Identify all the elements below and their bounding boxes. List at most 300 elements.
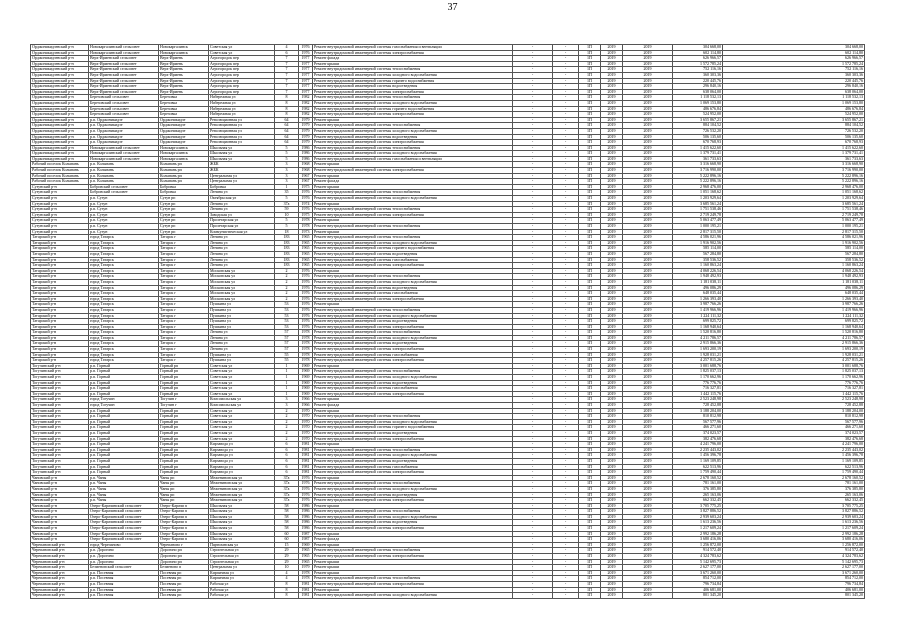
table-cell: Ремонт внутридомовой инженерной системы теплоснабжения — [313, 330, 513, 336]
table-cell: 1 224 111,32 — [723, 313, 865, 319]
table-cell: Чаны рп — [159, 486, 209, 492]
table-cell: 2019 — [601, 263, 623, 269]
table-cell: Ремонт внутридомовой инженерной системы холодного водоснабжения — [313, 514, 513, 520]
table-cell: 7 — [275, 67, 299, 73]
table-cell: Советская ул — [209, 414, 275, 420]
table-cell: Тогучинский р-н — [31, 380, 89, 386]
table-cell: Новокаргалинск — [159, 156, 209, 162]
table-cell: Татарский р-н — [31, 319, 89, 325]
table-cell: 1976 — [299, 307, 313, 313]
table-cell: Верх-Ирменский сельсовет — [89, 61, 159, 67]
table-cell: 1970 — [299, 408, 313, 414]
table-cell: - — [553, 537, 579, 543]
table-cell: 5 222 896,16 — [673, 179, 723, 185]
table-cell: 1 217 609,24 — [723, 526, 865, 532]
table-cell: 18 — [275, 229, 299, 235]
table-cell: Ремонт внутридомовой инженерной системы горячего водоснабжения — [313, 246, 513, 252]
table-cell: город Тогучин — [89, 397, 159, 403]
table-cell: р.п. Дорогино — [89, 554, 159, 560]
table-cell: 2019 — [623, 184, 673, 190]
table-cell: 1976 — [299, 196, 313, 202]
table-cell: 1П — [579, 554, 601, 560]
table-cell: 2019 — [623, 520, 673, 526]
table-cell: 854 712,00 — [723, 576, 865, 582]
table-cell: Московская ул — [209, 285, 275, 291]
table-cell: 3 705 775,25 — [723, 503, 865, 509]
table-cell: Озеро-Карачи п — [159, 514, 209, 520]
table-cell: 567 577,96 — [723, 419, 865, 425]
table-cell: Советская ул — [209, 419, 275, 425]
table-cell: Черепаново г — [159, 542, 209, 548]
table-cell: 1981 — [299, 470, 313, 476]
table-cell: Советская ул — [209, 386, 275, 392]
table-cell: - — [553, 162, 579, 168]
table-cell: 4 241 796,00 — [723, 442, 865, 448]
table-cell: - — [553, 168, 579, 174]
table-cell: 2019 — [601, 307, 623, 313]
table-cell: 2 523 248,98 — [723, 397, 865, 403]
table-cell: Дорогино рп — [159, 548, 209, 554]
table-cell: р.п. Сузун — [89, 212, 159, 218]
table-cell: Татарский р-н — [31, 335, 89, 341]
table-cell: - — [553, 520, 579, 526]
table-cell: Дорогино рп — [159, 554, 209, 560]
table-cell: 2019 — [601, 212, 623, 218]
table-cell: 1969 — [299, 386, 313, 392]
table-cell: Тогучинский р-н — [31, 470, 89, 476]
table-cell: 6 — [275, 470, 299, 476]
table-cell: 2019 — [601, 492, 623, 498]
table-cell: 585 114,00 — [673, 246, 723, 252]
table-cell: 1П — [579, 576, 601, 582]
table-cell: 5 222 896,16 — [723, 179, 865, 185]
table-cell: р.п. Горный — [89, 436, 159, 442]
table-cell: 1П — [579, 386, 601, 392]
table-cell: р.п. Орджоникидзе — [89, 140, 159, 146]
table-cell: - — [513, 408, 553, 414]
table-cell: 4 068 226,54 — [673, 268, 723, 274]
table-cell: 2019 — [601, 335, 623, 341]
table-cell: Ремонт крыши — [313, 117, 513, 123]
table-cell: - — [553, 453, 579, 459]
table-cell: 1 — [275, 184, 299, 190]
table-cell: Черепановский р-н — [31, 542, 89, 548]
table-cell: Сузунский р-н — [31, 201, 89, 207]
table-cell: Набережная ул — [209, 100, 275, 106]
table-cell: 2019 — [623, 95, 673, 101]
table-cell: Советская ул — [209, 369, 275, 375]
table-cell: 2019 — [601, 235, 623, 241]
table-cell: - — [513, 537, 553, 543]
table-cell: Советская ул — [209, 430, 275, 436]
table-cell: - — [513, 179, 553, 185]
table-cell: Кирзавода ул — [209, 447, 275, 453]
table-cell: Московская ул — [209, 268, 275, 274]
table-cell: 1 000 195,21 — [673, 224, 723, 230]
table-cell: Кирпичная ул — [209, 570, 275, 576]
table-cell: Центральная ул — [209, 565, 275, 571]
table-cell: Советская ул — [209, 436, 275, 442]
table-cell: 1 168 940,64 — [723, 324, 865, 330]
table-cell: Школьная ул — [209, 145, 275, 151]
table-cell: 1981 — [299, 593, 313, 599]
table-cell: Новокаргалинский сельсовет — [89, 145, 159, 151]
table-cell: город Татарск — [89, 341, 159, 347]
table-cell: Тогучинский р-н — [31, 442, 89, 448]
table-cell: - — [513, 151, 553, 157]
table-cell: - — [513, 531, 553, 537]
table-cell: 376 385,80 — [723, 486, 865, 492]
table-cell: - — [513, 145, 553, 151]
table-cell: - — [553, 419, 579, 425]
table-cell: Березовка — [159, 95, 209, 101]
table-cell: Тогучинский р-н — [31, 403, 89, 409]
table-cell: - — [513, 486, 553, 492]
table-cell: 2019 — [623, 168, 673, 174]
table-cell: Сузун рп — [159, 229, 209, 235]
table-cell: 1 — [275, 369, 299, 375]
table-cell: - — [553, 531, 579, 537]
table-cell: - — [513, 447, 553, 453]
table-cell: Ленина ул — [209, 190, 275, 196]
table-cell: 2019 — [623, 279, 673, 285]
table-cell: - — [553, 526, 579, 532]
table-cell: Горный рп — [159, 464, 209, 470]
table-cell: 2019 — [601, 61, 623, 67]
table-cell: 2019 — [601, 341, 623, 347]
table-cell: Орджоникидзевский р-н — [31, 156, 89, 162]
table-cell: город Татарск — [89, 263, 159, 269]
table-cell: 1П — [579, 582, 601, 588]
table-cell: - — [553, 397, 579, 403]
table-cell: 1978 — [299, 352, 313, 358]
table-cell: Сузун рп — [159, 224, 209, 230]
table-cell: Чаны рп — [159, 475, 209, 481]
table-cell: Ремонт крыши — [313, 542, 513, 548]
table-cell: Горный рп — [159, 414, 209, 420]
table-cell: Озеро-Карачинский сельсовет — [89, 503, 159, 509]
table-cell: Ремонт внутридомовой инженерной системы теплоснабжения — [313, 67, 513, 73]
table-cell: 1976 — [299, 324, 313, 330]
table-cell: Ремонт внутридомовой инженерной системы электроснабжения — [313, 470, 513, 476]
table-cell: 2019 — [623, 447, 673, 453]
table-cell: 1 181 038,11 — [673, 279, 723, 285]
table-cell: - — [513, 196, 553, 202]
table-cell: 1П — [579, 397, 601, 403]
table-cell: 2019 — [601, 419, 623, 425]
table-cell: - — [513, 201, 553, 207]
table-cell: 296 840,16 — [673, 84, 723, 90]
table-cell: 1 928 031,21 — [723, 352, 865, 358]
table-cell: - — [513, 257, 553, 263]
table-cell: Бобровка — [159, 190, 209, 196]
table-cell: Рабочая ул — [209, 593, 275, 599]
table-cell: 5 222 896,16 — [723, 173, 865, 179]
table-cell: Орджоникидзе — [159, 140, 209, 146]
table-cell: Ремонт внутридомовой инженерной системы теплоснабжения — [313, 414, 513, 420]
table-cell: Орджоникидзевский р-н — [31, 45, 89, 51]
table-cell: - — [553, 240, 579, 246]
table-cell: 2019 — [601, 520, 623, 526]
table-cell: 1979 — [299, 134, 313, 140]
table-cell: 1П — [579, 514, 601, 520]
table-cell: - — [553, 128, 579, 134]
table-cell: 60 — [275, 531, 299, 537]
table-cell: Орджоникидзевский р-н — [31, 50, 89, 56]
table-cell: Горный рп — [159, 369, 209, 375]
table-cell: Ленина ул — [209, 251, 275, 257]
table-cell: Татарский р-н — [31, 358, 89, 364]
table-cell: 1 456 396,78 — [673, 453, 723, 459]
table-cell: 1982 — [299, 106, 313, 112]
table-cell: - — [553, 582, 579, 588]
table-cell: 2019 — [623, 352, 673, 358]
table-cell: 1977 — [299, 89, 313, 95]
table-cell: 2019 — [623, 78, 673, 84]
table-cell: Ремонт внутридомовой инженерной системы электроснабжения — [313, 498, 513, 504]
table-cell: 1П — [579, 470, 601, 476]
table-cell: 2019 — [623, 464, 673, 470]
table-cell: 728 452,88 — [723, 403, 865, 409]
table-cell: Ремонт внутридомовой инженерной системы теплоснабжения — [313, 548, 513, 554]
table-cell: Татарск г — [159, 313, 209, 319]
table-cell: 1986 — [299, 509, 313, 515]
table-cell: 626 966,57 — [723, 56, 865, 62]
table-cell: 3 — [275, 179, 299, 185]
table-cell: 53 — [275, 302, 299, 308]
table-cell: город Татарск — [89, 313, 159, 319]
table-cell: 2019 — [623, 576, 673, 582]
table-cell: 1П — [579, 464, 601, 470]
table-cell: 1968 — [299, 168, 313, 174]
table-cell: 2019 — [601, 224, 623, 230]
table-cell: 1П — [579, 520, 601, 526]
table-cell: Татарский р-н — [31, 246, 89, 252]
table-cell: Ремонт внутридомовой инженерной системы электроснабжения — [313, 324, 513, 330]
table-cell: - — [553, 375, 579, 381]
table-cell: 7 — [275, 84, 299, 90]
table-cell: - — [553, 486, 579, 492]
table-cell: 2019 — [623, 112, 673, 118]
table-cell: 638 064,00 — [723, 89, 865, 95]
table-cell: Татарский р-н — [31, 291, 89, 297]
table-cell: 1П — [579, 296, 601, 302]
table-cell: Агрогородок пер — [209, 89, 275, 95]
table-cell: Ремонт внутридомовой инженерной системы электроснабжения — [313, 358, 513, 364]
table-cell: Комсомольская ул — [209, 403, 275, 409]
table-cell: 1П — [579, 509, 601, 515]
table-cell: - — [513, 279, 553, 285]
table-cell: р.п. Горный — [89, 363, 159, 369]
table-cell: город Татарск — [89, 235, 159, 241]
table-cell: - — [553, 173, 579, 179]
table-cell: 4 257 815,26 — [673, 358, 723, 364]
table-cell: Тогучинский р-н — [31, 458, 89, 464]
table-cell: 1П — [579, 403, 601, 409]
table-cell: Ремонт внутридомовой инженерной системы теплоснабжения — [313, 224, 513, 230]
table-cell: 1П — [579, 570, 601, 576]
table-cell: 1986 — [299, 151, 313, 157]
table-cell: р.п. Посевная — [89, 576, 159, 582]
table-cell: 1 266 393,40 — [673, 296, 723, 302]
table-cell: 2019 — [623, 156, 673, 162]
table-cell: - — [513, 464, 553, 470]
table-cell: - — [513, 190, 553, 196]
table-cell: - — [513, 458, 553, 464]
table-cell: 670 768,93 — [673, 140, 723, 146]
table-cell: Центральная ул — [209, 179, 275, 185]
table-cell: - — [553, 56, 579, 62]
table-cell: р.п. Чаны — [89, 486, 159, 492]
table-cell: 2019 — [623, 246, 673, 252]
table-cell: 2019 — [623, 403, 673, 409]
table-cell: - — [553, 263, 579, 269]
table-cell: 638 064,00 — [673, 89, 723, 95]
table-cell: Рабочая ул — [209, 582, 275, 588]
table-cell: Ленина ул — [209, 263, 275, 269]
table-cell: Ремонт внутридомовой инженерной системы холодного водоснабжения — [313, 128, 513, 134]
table-cell: 1966 — [299, 403, 313, 409]
table-cell: 1П — [579, 330, 601, 336]
table-cell: 2019 — [601, 369, 623, 375]
table-cell: Озеро-Карачи п — [159, 526, 209, 532]
table-cell: Татарский р-н — [31, 279, 89, 285]
table-cell: 3 001 688,76 — [723, 363, 865, 369]
table-cell: р.п. Горный — [89, 375, 159, 381]
table-cell: 57 — [275, 330, 299, 336]
table-cell: - — [513, 100, 553, 106]
table-cell: Ремонт крыши — [313, 565, 513, 571]
table-cell: Новокаргалинский сельсовет — [89, 45, 159, 51]
table-cell: 1982 — [299, 95, 313, 101]
table-cell: Ремонт внутридомовой инженерной системы холодного водоснабжения — [313, 375, 513, 381]
table-cell: 2019 — [601, 542, 623, 548]
table-cell: - — [553, 414, 579, 420]
table-cell: - — [513, 162, 553, 168]
table-cell: 2 627 177,00 — [673, 565, 723, 571]
table-cell: 1 456 396,78 — [723, 453, 865, 459]
table-cell: Орджоникидзевский р-н — [31, 95, 89, 101]
table-cell: 2019 — [601, 140, 623, 146]
table-cell: 726 532,20 — [673, 128, 723, 134]
table-cell: 2019 — [601, 274, 623, 280]
table-cell: 4 241 796,00 — [673, 442, 723, 448]
table-cell: 2019 — [601, 514, 623, 520]
table-cell: Озеро-Карачинский сельсовет — [89, 526, 159, 532]
table-cell: - — [553, 542, 579, 548]
table-cell: Орджоникидзевский р-н — [31, 112, 89, 118]
table-cell: 2 — [275, 279, 299, 285]
table-cell: 2 968 476,00 — [673, 184, 723, 190]
table-cell: Школьная ул — [209, 520, 275, 526]
table-cell: 1П — [579, 537, 601, 543]
table-cell: 2019 — [623, 140, 673, 146]
table-cell: - — [553, 285, 579, 291]
table-cell: Озеро-Карачинский сельсовет — [89, 509, 159, 515]
table-cell: 2019 — [623, 201, 673, 207]
table-cell: 1 759 490,44 — [723, 470, 865, 476]
table-cell: Колывань рп — [159, 173, 209, 179]
table-cell: 2019 — [601, 145, 623, 151]
table-cell: Орджоникидзевский р-н — [31, 106, 89, 112]
table-cell: Ремонт внутридомовой инженерной системы холодного водоснабжения — [313, 453, 513, 459]
table-cell: 2019 — [623, 50, 673, 56]
table-cell: 1П — [579, 307, 601, 313]
table-cell: Ремонт внутридомовой инженерной системы холодного водоснабжения — [313, 151, 513, 157]
table-cell: 1970 — [299, 430, 313, 436]
table-cell: Бобровский сельсовет — [89, 184, 159, 190]
table-cell: Сузунский р-н — [31, 218, 89, 224]
table-cell: 1 751 538,46 — [723, 207, 865, 213]
table-cell: 1П — [579, 369, 601, 375]
table-cell: 1П — [579, 84, 601, 90]
table-cell: Верх-Ирмень — [159, 72, 209, 78]
table-cell: 2019 — [623, 481, 673, 487]
table-cell: 5 — [275, 145, 299, 151]
table-cell: р.п. Горный — [89, 419, 159, 425]
table-cell: - — [553, 45, 579, 51]
table-cell: Школьная ул — [209, 537, 275, 543]
page-number: 37 — [447, 2, 458, 13]
table-cell: 2019 — [623, 419, 673, 425]
table-cell: 1 825 037,13 — [673, 369, 723, 375]
table-cell: 1П — [579, 67, 601, 73]
table-cell: 1970 — [299, 419, 313, 425]
table-cell: 1 256 872,00 — [723, 542, 865, 548]
table-cell: Ремонт крыши — [313, 503, 513, 509]
table-cell: 1П — [579, 324, 601, 330]
table-cell: 1 613 236,56 — [673, 520, 723, 526]
table-cell: 1 415 622,60 — [673, 145, 723, 151]
table-cell: Школьная ул — [209, 531, 275, 537]
table-cell: - — [513, 386, 553, 392]
table-cell: Рабочий поселок Колывань — [31, 179, 89, 185]
table-cell: 2019 — [623, 268, 673, 274]
table-cell: 1978 — [299, 218, 313, 224]
table-cell: Ремонт внутридомовой инженерной системы водоотведения — [313, 285, 513, 291]
table-cell: 4 324 783,62 — [673, 554, 723, 560]
table-cell: - — [513, 207, 553, 213]
table-cell: Рабочий поселок Колывань — [31, 162, 89, 168]
table-cell: 2 523 248,98 — [673, 397, 723, 403]
table-cell: Орджоникидзе — [159, 128, 209, 134]
table-cell: Московская ул — [209, 279, 275, 285]
table-cell: 1П — [579, 559, 601, 565]
table-cell: Кирпичная ул — [209, 576, 275, 582]
table-cell: 183 — [275, 240, 299, 246]
table-cell: Ремонт внутридомовой инженерной системы газоснабжения и вентиляции — [313, 156, 513, 162]
table-cell: р.п. Колывань — [89, 173, 159, 179]
table-cell: Комсомольская ул — [209, 397, 275, 403]
table-cell: Ремонт внутридомовой инженерной системы холодного водоснабжения — [313, 279, 513, 285]
table-cell: Ремонт фасада — [313, 537, 513, 543]
table-cell: 2019 — [601, 414, 623, 420]
table-cell: - — [553, 425, 579, 431]
table-cell: 1977 — [299, 78, 313, 84]
table-cell: - — [513, 173, 553, 179]
table-cell: 1986 — [299, 503, 313, 509]
table-cell: р.п. Чаны — [89, 481, 159, 487]
table-cell: р.п. Горный — [89, 447, 159, 453]
table-cell: 2019 — [623, 285, 673, 291]
table-cell: - — [553, 140, 579, 146]
table-cell: Чановский р-н — [31, 537, 89, 543]
table-cell: 1986 — [299, 156, 313, 162]
table-cell: - — [553, 134, 579, 140]
table-cell: 1 415 622,60 — [723, 145, 865, 151]
table-cell: Озеро-Карачи п — [159, 509, 209, 515]
table-cell: 801 345,20 — [673, 593, 723, 599]
